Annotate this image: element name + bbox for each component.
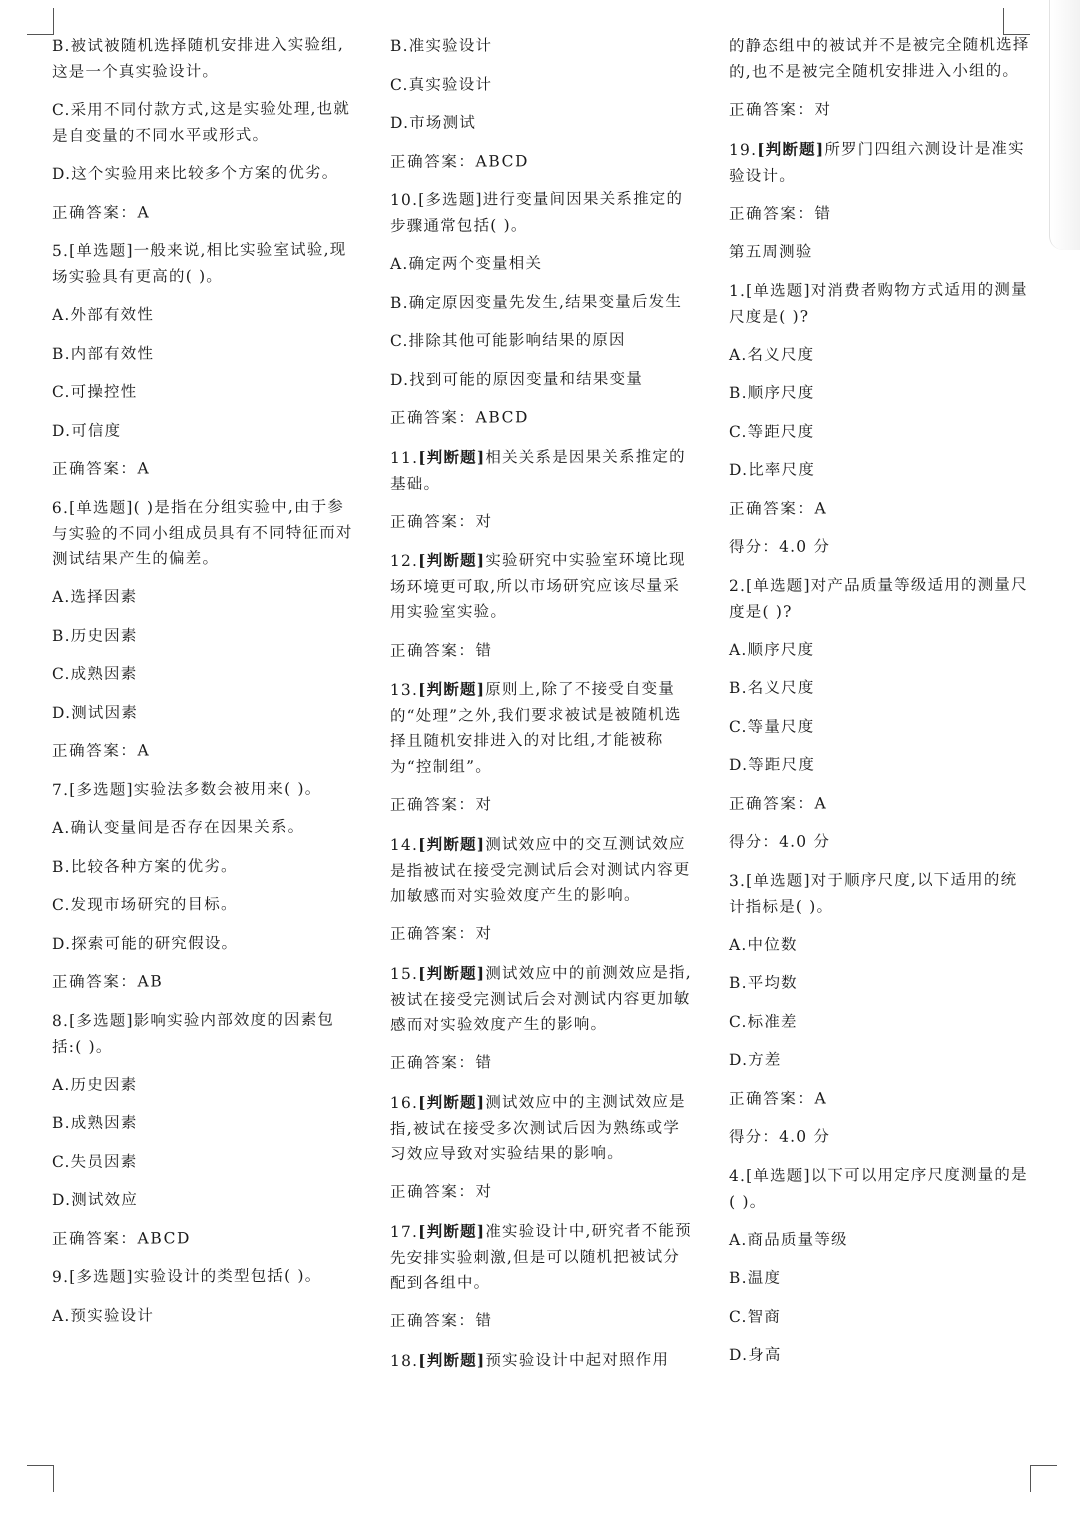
option-item: A.顺序尺度: [728, 640, 815, 659]
answer-line: 正确答案：A: [728, 498, 828, 518]
question-type-tag: [判断题]: [418, 1221, 486, 1241]
option-item: C.真实验设计: [389, 74, 493, 94]
option-item: A.商品质量等级: [728, 1229, 848, 1249]
answer-line: 正确答案：错: [389, 640, 493, 660]
question-type-tag: [判断题]: [418, 447, 486, 467]
answer-line: 正确答案：A: [51, 741, 151, 760]
crop-mark-top-right: [1003, 8, 1030, 35]
option-item: C.成熟因素: [51, 664, 138, 683]
crop-mark-bottom-left: [27, 1465, 54, 1492]
option-item: B.平均数: [728, 973, 798, 992]
option-item: C.标准差: [728, 1012, 798, 1031]
question-text: 16.[判断题]测试效应中的主测试效应是指,被试在接受多次测试后因为熟练或学习效应导致对实验结果的影响。: [389, 1091, 686, 1163]
option-item: D.市场测试: [389, 113, 477, 132]
option-item: A.确认变量间是否存在因果关系。: [51, 817, 305, 837]
option-item: C.可操控性: [51, 382, 138, 401]
option-item: B.顺序尺度: [728, 383, 815, 402]
option-item: A.历史因素: [51, 1075, 138, 1094]
option-item: D.方差: [728, 1050, 782, 1069]
option-item: A.确定两个变量相关: [389, 254, 543, 273]
question-text: 的静态组中的被试并不是被完全随机选择的,也不是被完全随机安排进入小组的。: [728, 35, 1030, 81]
option-item: B.温度: [728, 1268, 782, 1287]
answer-line: 正确答案：错: [389, 1053, 493, 1072]
answer-line: 正确答案：ABCD: [51, 1228, 192, 1248]
option-item: A.预实验设计: [51, 1305, 155, 1325]
option-item: C.智商: [728, 1307, 782, 1326]
option-item: B.准实验设计: [389, 36, 493, 55]
option-item: D.测试因素: [51, 703, 139, 722]
answer-line: 正确答案：错: [728, 203, 832, 223]
option-item: A.中位数: [728, 935, 798, 954]
option-item: B.内部有效性: [51, 343, 155, 363]
option-item: B.被试被随机选择随机安排进入实验组,这是一个真实验设计。: [51, 35, 345, 81]
option-item: A.名义尺度: [728, 345, 815, 364]
question-text: 4.[单选题]以下可以用定序尺度测量的是( )。: [728, 1164, 1028, 1210]
option-item: C.排除其他可能影响结果的原因: [389, 330, 626, 350]
crop-mark-top-left: [27, 8, 54, 35]
option-item: D.身高: [728, 1345, 782, 1364]
answer-line: 正确答案：错: [389, 1311, 493, 1330]
option-item: D.等距尺度: [728, 755, 816, 774]
question-text: 19.[判断题]所罗门四组六测设计是准实验设计。: [728, 138, 1025, 184]
question-text: 12.[判断题]实验研究中实验室环境比现场环境更可取,所以市场研究应该尽量采用实验室实验。: [389, 550, 686, 621]
option-item: D.可信度: [51, 421, 122, 440]
question-text: 10.[多选题]进行变量间因果关系推定的步骤通常包括( )。: [389, 189, 684, 235]
answer-line: 正确答案：A: [51, 459, 151, 478]
score-line: 得分：4.0 分: [728, 537, 831, 556]
text-column-1: [52, 34, 354, 1342]
option-item: B.历史因素: [51, 626, 138, 645]
answer-line: 正确答案：ABCD: [389, 408, 530, 427]
answer-line: 正确答案：对: [389, 1182, 493, 1201]
answer-line: 正确答案：对: [389, 511, 493, 531]
option-item: C.等量尺度: [728, 717, 815, 736]
question-type-tag: [判断题]: [418, 679, 486, 699]
question-type-tag: [判断题]: [418, 1350, 486, 1370]
question-text: 18.[判断题]预实验设计中起对照作用: [389, 1350, 670, 1370]
question-text: 17.[判断题]准实验设计中,研究者不能预先安排实验刺激,但是可以随机把被试分配到各组中。: [389, 1220, 692, 1292]
question-type-tag: [判断题]: [418, 963, 486, 983]
question-type-tag: [判断题]: [418, 550, 486, 570]
question-text: 14.[判断题]测试效应中的交互测试效应是指被试在接受完测试后会对测试内容更加敏感而对实验效度产生的影响。: [389, 833, 691, 905]
option-item: D.比率尺度: [728, 460, 816, 479]
question-text: 11.[判断题]相关关系是因果关系推定的基础。: [389, 446, 686, 492]
question-text: 1.[单选题]对消费者购物方式适用的测量尺度是( )?: [728, 279, 1028, 325]
option-item: C.等距尺度: [728, 422, 815, 441]
option-item: D.探索可能的研究假设。: [51, 933, 239, 953]
question-text: 7.[多选题]实验法多数会被用来( )。: [51, 779, 322, 799]
option-item: D.测试效应: [51, 1190, 139, 1209]
question-text: 3.[单选题]对于顺序尺度,以下适用的统计指标是( )。: [728, 869, 1018, 915]
score-line: 得分：4.0 分: [728, 1127, 831, 1146]
section-heading: 第五周测验: [728, 242, 813, 261]
option-item: B.确定原因变量先发生,结果变量后发生: [389, 291, 683, 312]
scroll-edge: [1049, 0, 1080, 250]
option-item: C.失员因素: [51, 1152, 138, 1171]
answer-line: 正确答案：A: [728, 793, 828, 813]
answer-line: 正确答案：对: [728, 100, 832, 119]
option-item: D.找到可能的原因变量和结果变量: [389, 369, 644, 389]
question-type-tag: [判断题]: [418, 1092, 486, 1112]
question-text: 9.[多选题]实验设计的类型包括( )。: [51, 1266, 322, 1286]
answer-line: 正确答案：AB: [51, 972, 164, 991]
option-item: A.外部有效性: [51, 305, 155, 324]
crop-mark-bottom-right: [1030, 1465, 1057, 1492]
question-text: 6.[单选题]( )是指在分组实验中,由于参与实验的不同小组成员具有不同特征而对测试结果产生的偏差。: [51, 496, 353, 568]
question-text: 15.[判断题]测试效应中的前测效应是指,被试在接受完测试后会对测试内容更加敏感而对实验效度产生的影响。: [389, 962, 692, 1034]
question-text: 8.[多选题]影响实验内部效度的因素包括:( )。: [51, 1010, 335, 1055]
score-line: 得分：4.0 分: [728, 832, 831, 851]
answer-line: 正确答案：对: [389, 795, 493, 814]
option-item: B.名义尺度: [728, 678, 815, 697]
question-text: 2.[单选题]对产品质量等级适用的测量尺度是( )?: [728, 574, 1028, 620]
text-column-2: [390, 34, 692, 1387]
question-type-tag: [判断题]: [418, 834, 486, 854]
answer-line: 正确答案：ABCD: [389, 151, 530, 171]
option-item: A.选择因素: [51, 587, 138, 606]
option-item: B.比较各种方案的优劣。: [51, 856, 238, 876]
answer-line: 正确答案：A: [51, 202, 151, 222]
option-item: C.采用不同付款方式,这是实验处理,也就是自变量的不同水平或形式。: [51, 99, 351, 145]
option-item: C.发现市场研究的目标。: [51, 895, 238, 914]
question-text: 13.[判断题]原则上,除了不接受自变量的“处理”之外,我们要求被试是被随机选择且随机安排进入的对比组,才能被称为“控制组”。: [389, 679, 682, 776]
option-item: B.成熟因素: [51, 1113, 138, 1132]
question-type-tag: [判断题]: [757, 139, 825, 159]
answer-line: 正确答案：A: [728, 1088, 828, 1108]
option-item: D.这个实验用来比较多个方案的优劣。: [51, 163, 339, 183]
text-column-3: [729, 34, 1031, 1382]
question-text: 5.[单选题]一般来说,相比实验室试验,现场实验具有更高的( )。: [51, 240, 347, 286]
answer-line: 正确答案：对: [389, 924, 493, 943]
